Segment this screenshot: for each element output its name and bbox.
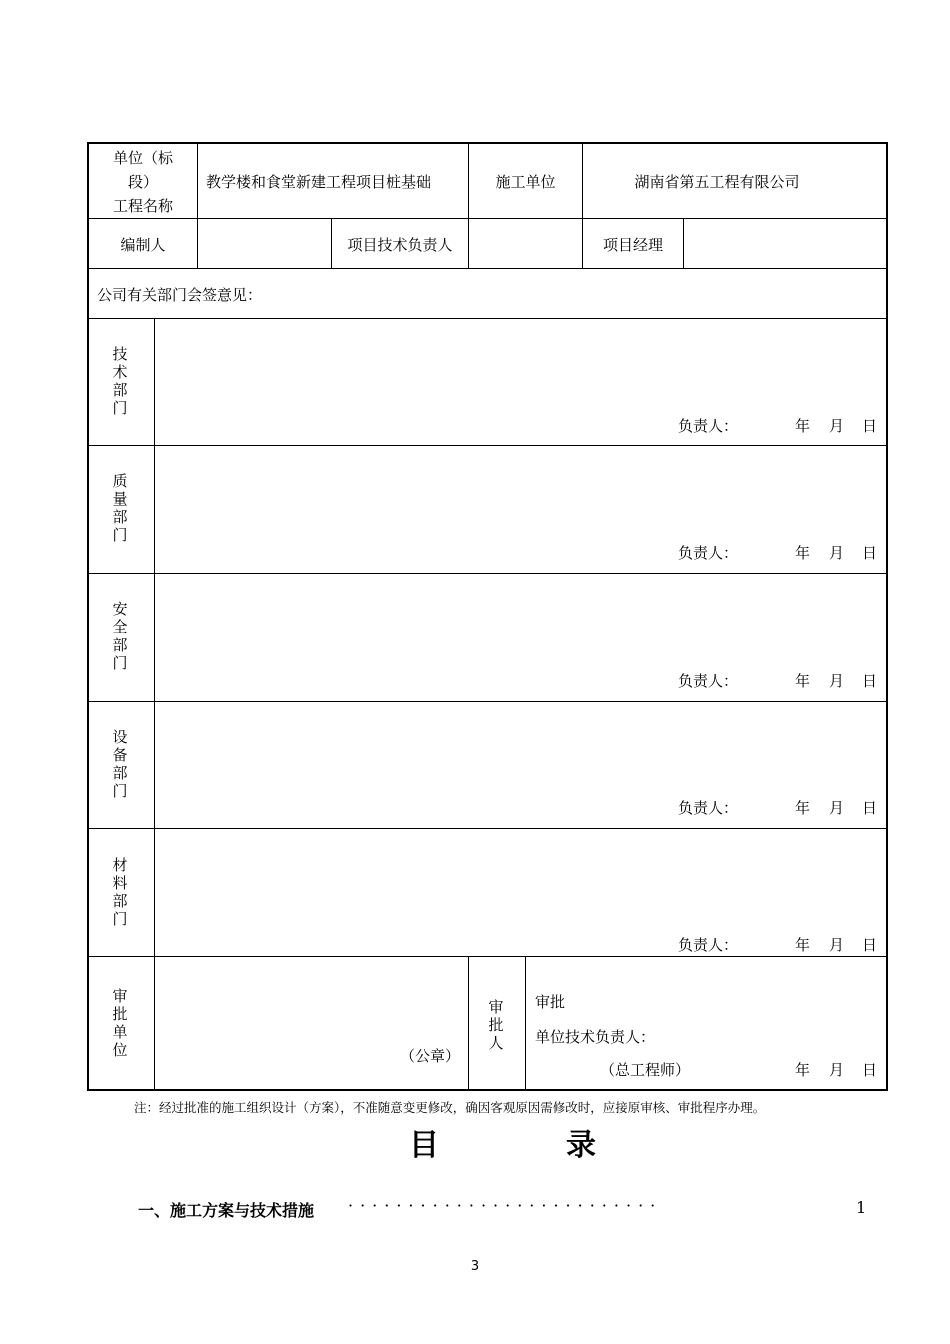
dept-tech-signer: 负责人：	[678, 417, 739, 435]
row-divider	[87, 268, 888, 269]
dept-materials-year: 年	[795, 936, 811, 954]
dept-tech-opinion[interactable]	[157, 321, 884, 411]
approval-month: 月	[829, 1061, 845, 1079]
dept-equipment-year: 年	[795, 799, 811, 817]
tech-lead-label: 项目技术负责人	[347, 236, 453, 254]
row-divider	[87, 318, 888, 319]
dept-quality-signer: 负责人：	[678, 544, 739, 562]
toc-entry-page: 1	[856, 1198, 867, 1217]
dept-quality-day: 日	[862, 544, 878, 562]
approval-unit-label: 审批单位	[112, 987, 128, 1059]
col-divider	[468, 142, 469, 268]
dept-equipment-name: 设备部门	[112, 728, 128, 800]
project-manager-label: 项目经理	[602, 236, 663, 254]
row-divider	[87, 956, 888, 957]
dept-quality-year: 年	[795, 544, 811, 562]
dept-safety-name: 安全部门	[112, 600, 128, 672]
toc-title-right: 录	[566, 1128, 596, 1163]
approval-note: 注：经过批准的施工组织设计（方案），不准随意变更修改，确因客观原因需修改时，应接原审核、审批程序办理。	[134, 1100, 766, 1115]
approval-day: 日	[862, 1061, 878, 1079]
col-divider	[154, 318, 155, 1090]
countersign-label: 公司有关部门会签意见：	[97, 286, 263, 304]
dept-equipment-month: 月	[829, 799, 845, 817]
row-divider	[87, 701, 888, 702]
dept-equipment-opinion[interactable]	[157, 704, 884, 794]
dept-materials-signer: 负责人：	[678, 936, 739, 954]
approval-line1: 审批	[535, 993, 566, 1011]
dept-tech-name: 技术部门	[112, 345, 128, 417]
dept-materials-day: 日	[862, 936, 878, 954]
dept-materials-month: 月	[829, 936, 845, 954]
table-border-top	[87, 142, 888, 144]
tech-lead-value[interactable]	[471, 235, 579, 255]
row-divider	[87, 218, 888, 219]
dept-quality-name: 质量部门	[112, 472, 128, 544]
unit-label-line1: 单位（标	[112, 149, 173, 167]
dept-safety-month: 月	[829, 672, 845, 690]
dept-quality-month: 月	[829, 544, 845, 562]
chief-engineer-label: （总工程师）	[600, 1061, 691, 1079]
toc-entry-label[interactable]: 一、施工方案与技术措施	[138, 1201, 315, 1220]
construction-unit-label: 施工单位	[495, 173, 556, 191]
dept-quality-opinion[interactable]	[157, 448, 884, 538]
toc-entry-dots: ··························	[348, 1196, 663, 1215]
col-divider	[468, 956, 469, 1090]
project-name: 教学楼和食堂新建工程项目桩基础	[206, 173, 432, 191]
row-divider	[87, 828, 888, 829]
table-border-bottom	[87, 1089, 888, 1091]
seal-label: （公章）	[400, 1047, 461, 1065]
table-border-left	[87, 142, 89, 1091]
row-divider	[87, 445, 888, 446]
dept-tech-day: 日	[862, 417, 878, 435]
row-divider	[87, 573, 888, 574]
compiler-label: 编制人	[120, 236, 166, 254]
dept-safety-day: 日	[862, 672, 878, 690]
project-manager-value[interactable]	[686, 235, 882, 255]
unit-label-line3: 工程名称	[112, 197, 173, 215]
dept-tech-month: 月	[829, 417, 845, 435]
dept-materials-name: 材料部门	[112, 856, 128, 928]
dept-safety-signer: 负责人：	[678, 672, 739, 690]
approval-unit-value[interactable]	[157, 959, 465, 1039]
dept-tech-year: 年	[795, 417, 811, 435]
approval-year: 年	[795, 1061, 811, 1079]
dept-equipment-day: 日	[862, 799, 878, 817]
dept-equipment-signer: 负责人：	[678, 799, 739, 817]
compiler-value[interactable]	[200, 235, 328, 255]
approver-label: 审批人	[488, 998, 504, 1052]
dept-safety-opinion[interactable]	[157, 576, 884, 666]
construction-unit-value: 湖南省第五工程有限公司	[634, 173, 800, 191]
approval-line2: 单位技术负责人：	[535, 1028, 656, 1046]
col-divider	[197, 142, 198, 268]
unit-label-line2: 段）	[127, 173, 158, 191]
dept-safety-year: 年	[795, 672, 811, 690]
col-divider	[683, 218, 684, 268]
page-number: 3	[470, 1259, 480, 1274]
toc-title-left: 目	[409, 1128, 439, 1163]
col-divider	[525, 956, 526, 1090]
table-border-right	[886, 142, 888, 1091]
dept-materials-opinion[interactable]	[157, 831, 884, 931]
